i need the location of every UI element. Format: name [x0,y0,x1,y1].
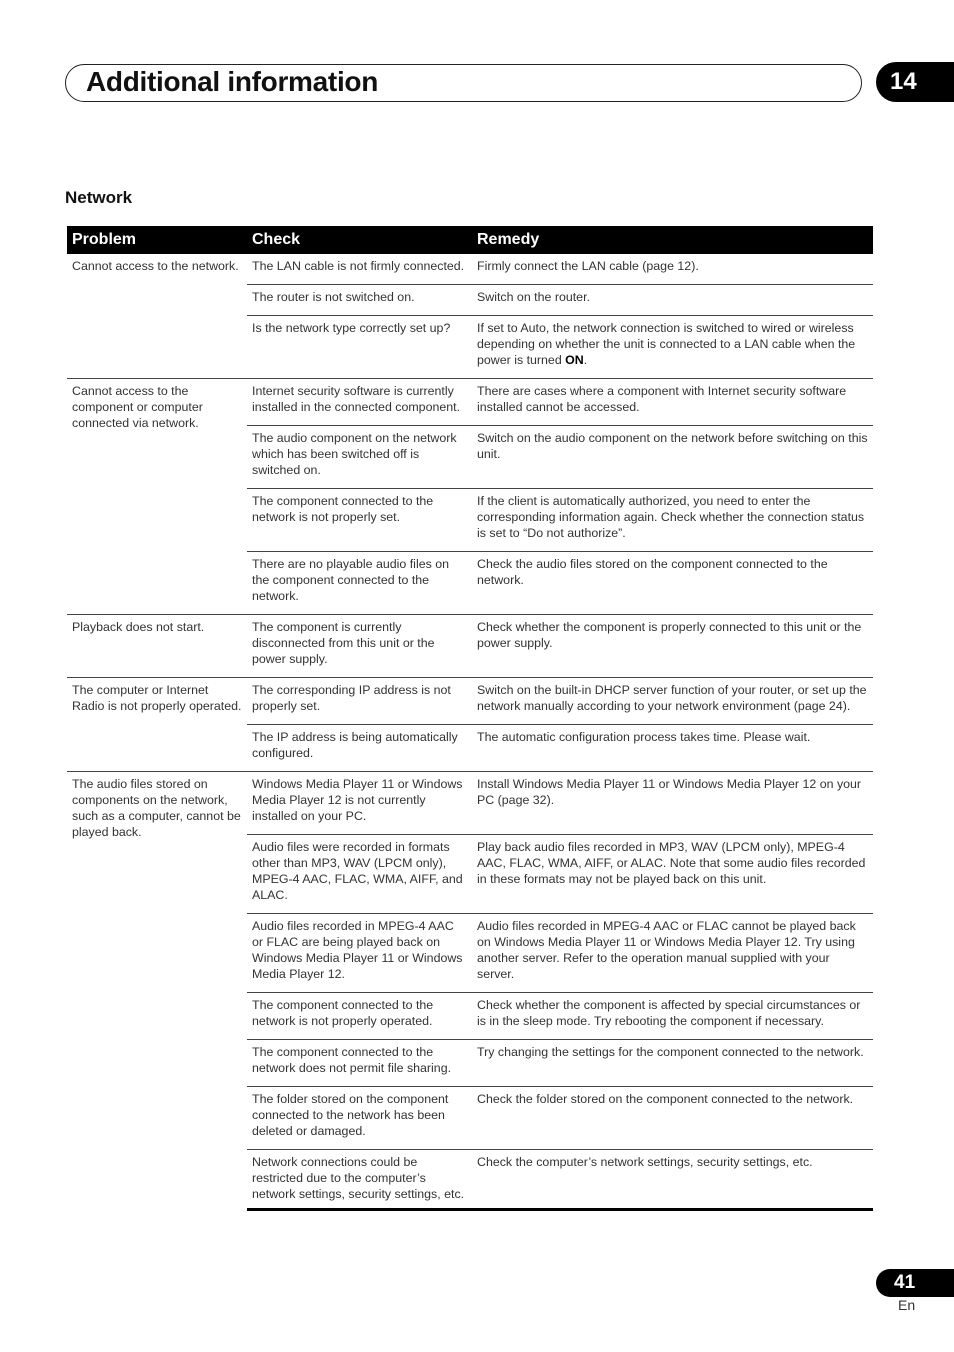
check-cell: Is the network type correctly set up? [247,316,472,379]
column-header-remedy: Remedy [472,226,873,254]
remedy-bold-text: ON [565,353,584,367]
check-cell: The component connected to the network is not properly set. [247,489,472,552]
check-cell: The corresponding IP address is not properly set. [247,678,472,725]
check-cell: The LAN cable is not firmly connected. [252,259,465,273]
remedy-cell: Audio files recorded in MPEG-4 AAC or FLAC cannot be played back on Windows Media Player 11 or Windows Media Player 12. Try using another server. Refer to the operation manual supplied with your server. [472,914,873,993]
remedy-cell: Check the audio files stored on the component connected to the network. [472,552,873,615]
language-label: En [898,1297,916,1313]
problem-cell: Cannot access to the network. [72,259,239,273]
check-cell: The component is currently disconnected from this unit or the power supply. [247,615,472,678]
table-row [67,678,873,725]
remedy-cell: Install Windows Media Player 11 or Windows Media Player 12 on your PC (page 32). [472,772,873,835]
table-row [67,379,873,426]
check-cell: Windows Media Player 11 or Windows Media Player 12 is not currently installed on your PC. [247,772,472,835]
check-cell: The folder stored on the component connected to the network has been deleted or damaged. [247,1087,472,1150]
problem-cell: The audio files stored on components on the network, such as a computer, cannot be played back. [67,772,247,1210]
check-cell: Audio files were recorded in formats other than MP3, WAV (LPCM only), MPEG-4 AAC, FLAC, WMA, AIFF, and ALAC. [247,835,472,914]
remedy-cell: Play back audio files recorded in MP3, WAV (LPCM only), MPEG-4 AAC, FLAC, WMA, AIFF, or ALAC. Note that some audio files recorded in these formats may not be played back on this unit. [472,835,873,914]
remedy-cell: Check the folder stored on the component connected to the network. [472,1087,873,1150]
check-cell: Network connections could be restricted due to the computer’s network settings, security settings, etc. [247,1150,472,1210]
check-cell: The component connected to the network is not properly operated. [247,993,472,1040]
table-row [67,615,873,678]
remedy-cell [472,316,873,379]
remedy-cell: Firmly connect the LAN cable (page 12). [477,259,699,273]
remedy-text-end: . [583,353,588,367]
check-cell: The component connected to the network does not permit file sharing. [247,1040,472,1087]
remedy-cell: Try changing the settings for the component connected to the network. [472,1040,873,1087]
remedy-cell: Switch on the audio component on the network before switching on this unit. [472,426,873,489]
remedy-text: If set to Auto, the network connection is switched to wired or wireless depending on whether the unit is connected to a LAN cable when the power is turned [477,321,856,367]
problem-cell: The computer or Internet Radio is not properly operated. [67,678,247,772]
remedy-cell: If the client is automatically authorized, you need to enter the corresponding information again. Check whether the connection status is set to “Do not authorize”. [472,489,873,552]
check-cell: There are no playable audio files on the component connected to the network. [247,552,472,615]
remedy-cell: Check the computer’s network settings, security settings, etc. [472,1150,873,1210]
check-cell: Audio files recorded in MPEG-4 AAC or FLAC are being played back on Windows Media Player 11 or Windows Media Player 12. [247,914,472,993]
check-cell: The audio component on the network which has been switched off is switched on. [247,426,472,489]
table-row [67,772,873,835]
table-body [67,254,873,1210]
troubleshooting-table [67,226,873,1211]
remedy-cell: The automatic configuration process takes time. Please wait. [472,725,873,772]
page-title: Additional information [86,66,379,97]
check-cell: Internet security software is currently installed in the connected component. [247,379,472,426]
table-header-row [67,226,873,254]
column-header-problem: Problem [67,226,247,254]
column-header-check: Check [247,226,472,254]
chapter-number-badge: 14 [876,62,954,102]
remedy-cell: There are cases where a component with Internet security software installed cannot be accessed. [472,379,873,426]
check-cell: The router is not switched on. [247,285,472,316]
page-number-badge: 41 [876,1269,954,1297]
table-row [67,254,873,285]
problem-cell: Playback does not start. [67,615,247,678]
section-title: Network [65,188,133,207]
remedy-cell: Switch on the router. [472,285,873,316]
remedy-cell: Check whether the component is properly connected to this unit or the power supply. [472,615,873,678]
remedy-cell: Switch on the built-in DHCP server function of your router, or set up the network manually according to your network environment (page 24). [472,678,873,725]
remedy-cell: Check whether the component is affected by special circumstances or is in the sleep mode. Try rebooting the component if necessary. [472,993,873,1040]
problem-cell: Cannot access to the component or computer connected via network. [67,379,247,615]
check-cell: The IP address is being automatically configured. [247,725,472,772]
